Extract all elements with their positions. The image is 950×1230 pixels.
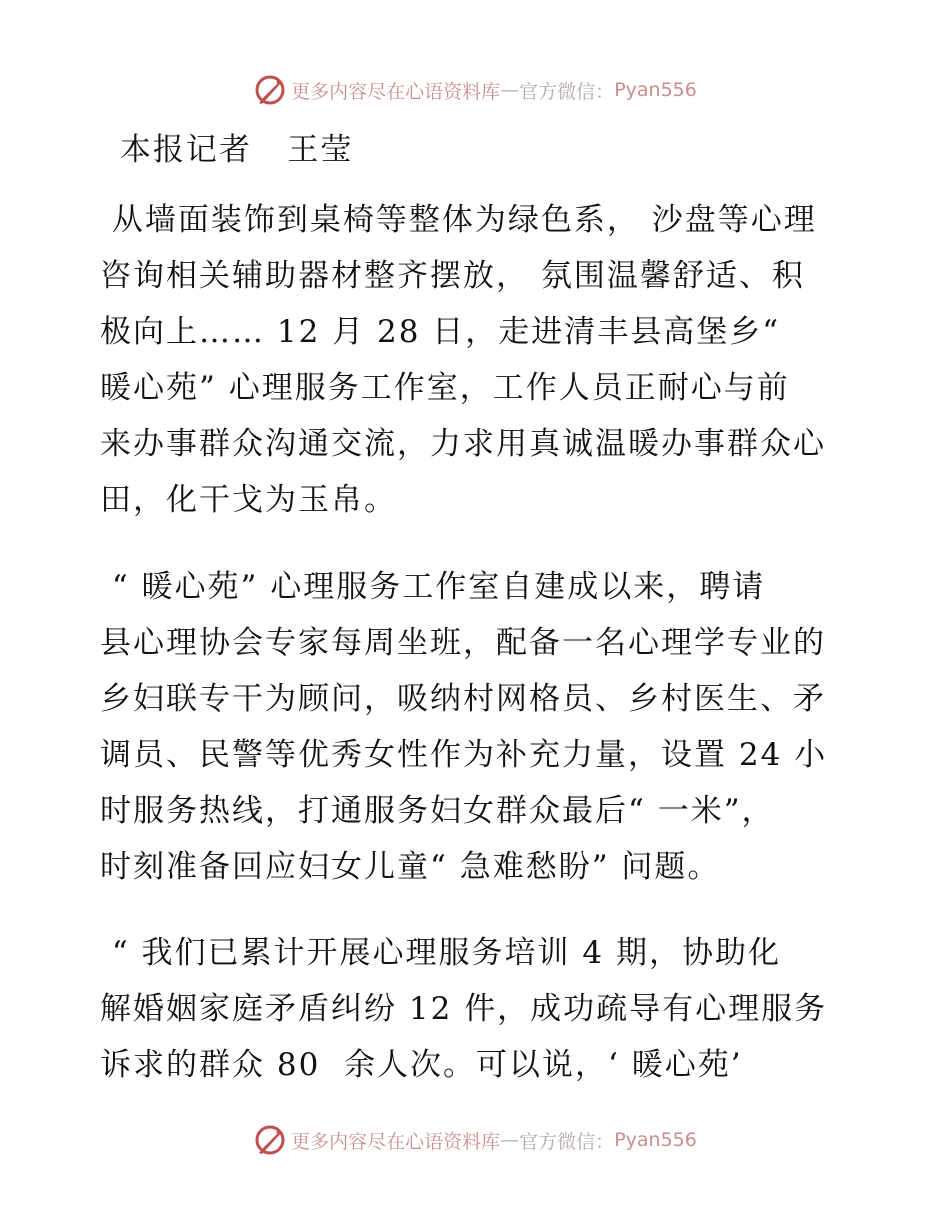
text-line: 咨询相关辅助器材整齐摆放， 氛围温馨舒适、积 xyxy=(100,258,805,294)
footer-watermark xyxy=(0,1120,950,1160)
text-line: “ 暖心苑” 心理服务工作室自建成以来，聘请 xyxy=(100,569,766,605)
text-line: 暖心苑” 心理服务工作室，工作人员正耐心与前 xyxy=(100,370,790,406)
paragraph-2 xyxy=(100,559,860,895)
text-line: 县心理协会专家每周坐班，配备一名心理学专业的 xyxy=(100,625,826,661)
watermark-separator: — xyxy=(500,1129,520,1151)
watermark-main-text: 更多内容尽在心语资料库 xyxy=(291,80,501,103)
watermark-main-text: 更多内容尽在心语资料库 xyxy=(291,1130,501,1153)
watermark-sub-text: 官方微信： xyxy=(519,1130,615,1153)
paragraph-3 xyxy=(100,925,860,1093)
text-line: 从墙面装饰到桌椅等整体为绿色系， 沙盘等心理 xyxy=(100,202,817,238)
paragraph-1 xyxy=(100,192,860,528)
text-line: 极向上…… 12 月 28 日，走进清丰县高堡乡“ xyxy=(100,314,781,350)
text-line: 诉求的群众 80 余人次。可以说，‘ 暖心苑’ xyxy=(100,1047,743,1083)
watermark-separator: — xyxy=(500,79,520,101)
text-line: 时刻准备回应妇女儿童“ 急难愁盼” 问题。 xyxy=(100,849,721,885)
text-line: 调员、民警等优秀女性作为补充力量，设置 24 小 xyxy=(100,737,828,773)
text-line: 田，化干戈为玉帛。 xyxy=(100,482,397,518)
text-line: 时服务热线，打通服务妇女群众最后“ 一米”， xyxy=(100,793,775,829)
text-line: “ 我们已累计开展心理服务培训 4 期，协助化 xyxy=(100,935,781,971)
text-line: 乡妇联专干为顾问，吸纳村网格员、乡村医生、矛 xyxy=(100,681,826,717)
feather-logo-icon xyxy=(253,1123,287,1157)
text-line: 来办事群众沟通交流，力求用真诚温暖办事群众心 xyxy=(100,426,826,462)
byline: 本报记者 王莹 xyxy=(108,132,354,168)
text-line: 解婚姻家庭矛盾纠纷 12 件，成功疏导有心理服务 xyxy=(100,991,828,1027)
watermark-account: Pyan556 xyxy=(614,79,697,101)
watermark-account: Pyan556 xyxy=(614,1129,697,1151)
feather-logo-icon xyxy=(253,73,287,107)
header-watermark xyxy=(0,70,950,110)
watermark-sub-text: 官方微信： xyxy=(519,80,615,103)
